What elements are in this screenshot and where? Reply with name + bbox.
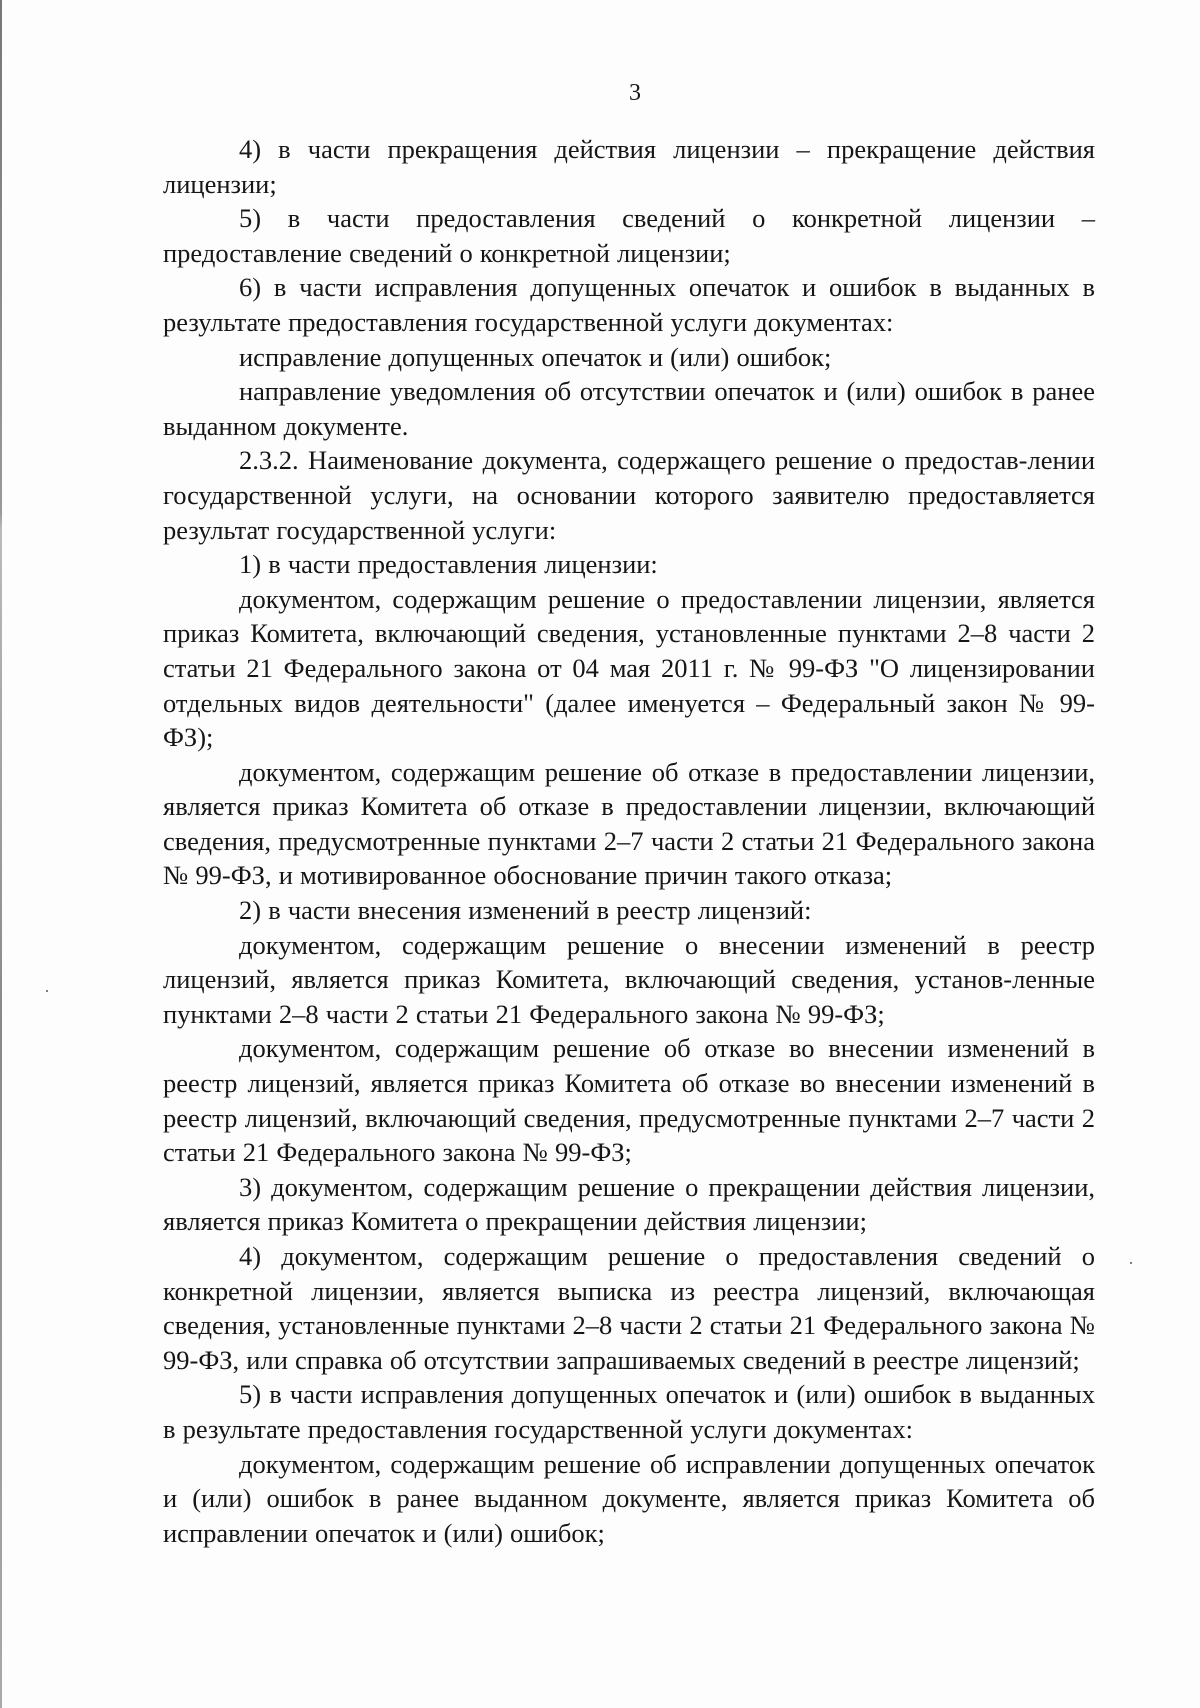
paragraph: документом, содержащим решение об отказе в предоставлении лицензии, является приказ Комитета об отказе в предоставлении лицензии, включающий сведения, предусмотренные пунктами 2–7 части 2 статьи 21 Федерального закона № 99-ФЗ, и мотивированное обоснование причин такого отказа; [163, 756, 1095, 891]
paragraph: документом, содержащим решение о предоставлении лицензии, является приказ Комитета, включающий сведения, установленные пунктами 2–8 части 2 статьи 21 Федерального закона от 04 мая 2011 г. № 99-ФЗ "О лицензировании отдельных видов деятельности" (далее именуется – Федеральный закон № 99-ФЗ); [163, 583, 1095, 753]
scan-edge [0, 0, 2, 1708]
paragraph: 3) документом, содержащим решение о прекращении действия лицензии, является приказ Комитета о прекращении действия лицензии; [163, 1171, 1095, 1237]
paragraph: документом, содержащим решение об исправлении допущенных опечаток и (или) ошибок в ранее выданном документе, является приказ Комитета об исправлении опечаток и (или) ошибок; [163, 1448, 1095, 1548]
paragraph: документом, содержащим решение о внесении изменений в реестр лицензий, является приказ Комитета, включающий сведения, установ-ленные пунктами 2–8 части 2 статьи 21 Федерального закона № 99-ФЗ; [163, 929, 1095, 1029]
scan-speck [46, 990, 48, 992]
paragraph: исправление допущенных опечаток и (или) ошибок; [239, 341, 832, 372]
paragraph: направление уведомления об отсутствии опечаток и (или) ошибок в ранее выданном документе. [163, 376, 1095, 441]
paragraph: 5) в части исправления допущенных опечаток и (или) ошибок в выданных в результате предоставления государственной услуги документах: [163, 1379, 1095, 1444]
paragraph: 4) в части прекращения действия лицензии – прекращение действия лицензии; [163, 134, 1095, 199]
paragraph: 6) в части исправления допущенных опечаток и ошибок в выданных в результате предоставления государственной услуги документах: [163, 272, 1095, 337]
document-body [163, 132, 1095, 1550]
scan-speck [1130, 1262, 1132, 1264]
paragraph: документом, содержащим решение об отказе во внесении изменений в реестр лицензий, является приказ Комитета об отказе во внесении изменений в реестр лицензий, включающий сведения, предусмотренные пунктами 2–7 части 2 статьи 21 Федерального закона № 99-ФЗ; [163, 1033, 1095, 1168]
paragraph: 1) в части предоставления лицензии: [239, 549, 658, 580]
paragraph: 2.3.2. Наименование документа, содержащего решение о предостав-лении государственной услуги, на основании которого заявителю предоставляется результат государственной услуги: [163, 445, 1095, 545]
page-number: 3 [629, 80, 641, 106]
paragraph: 5) в части предоставления сведений о конкретной лицензии – предоставление сведений о конкретной лицензии; [163, 203, 1095, 268]
paragraph: 2) в части внесения изменений в реестр лицензий: [239, 895, 812, 926]
paragraph: 4) документом, содержащим решение о предоставления сведений о конкретной лицензии, является выписка из реестра лицензий, включающая сведения, установленные пунктами 2–8 части 2 статьи 21 Федерального закона № 99-ФЗ, или справка об отсутствии запрашиваемых сведений в реестре лицензий; [163, 1241, 1095, 1375]
